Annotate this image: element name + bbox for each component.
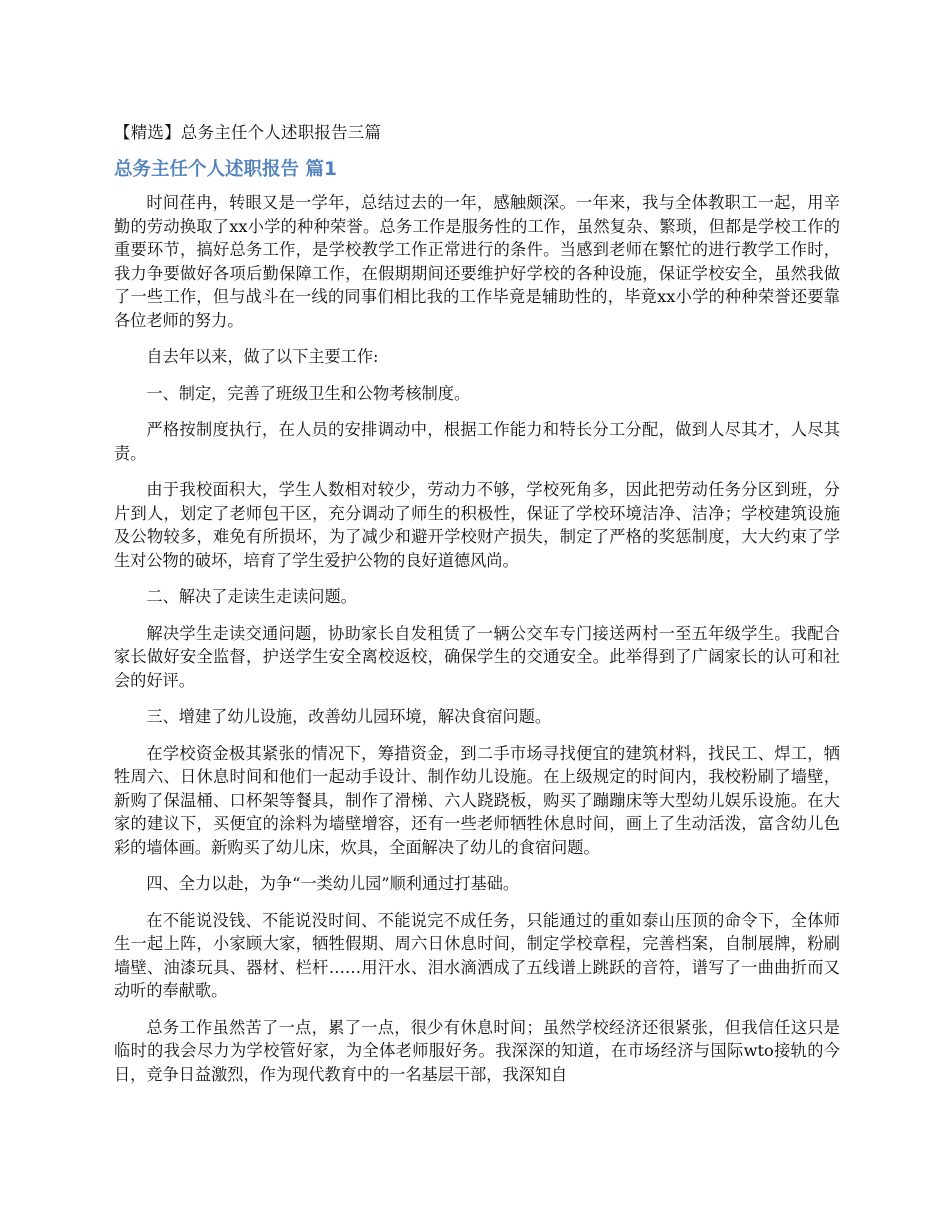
paragraph-point-1: 一、制定，完善了班级卫生和公物考核制度。 <box>146 383 471 403</box>
paragraph-body: 由于我校面积大，学生人数相对较少，劳动力不够，学校死角多，因此把劳动任务分区到班，分片到人，划定了老师包干区，充分调动了师生的积极性，保证了学校环境洁净、洁净；学校建筑设施及公物较多，难免有所损坏，为了减少和避开学校财产损失，制定了严格的奖惩制度，大大约束了学生对公物的破坏，培育了学生爱护公物的良好道德风尚。 <box>114 480 840 570</box>
document-page <box>114 120 840 1099</box>
paragraph-body: 总务工作虽然苦了一点，累了一点，很少有休息时间；虽然学校经济还很紧张，但我信任这只是临时的我会尽力为学校管好家，为全体老师服好务。我深深的知道，在市场经济与国际wto接轨的今日，竞争日益激烈，作为现代教育中的一名基层干部，我深知自 <box>114 1017 840 1084</box>
paragraph-body: 在学校资金极其紧张的情况下，筹措资金，到二手市场寻找便宜的建筑材料，找民工、焊工，牺牲周六、日休息时间和他们一起动手设计、制作幼儿设施。在上级规定的时间内，我校粉刷了墙壁，新购了保温桶、口杯架等餐具，制作了滑梯、六人跷跷板，购买了蹦蹦床等大型幼儿娱乐设施。在大家的建议下，买便宜的涂料为墙壁增容，还有一些老师牺牲休息时间，画上了生动活泼，富含幼儿色彩的墙体画。新购买了幼儿床，炊具，全面解决了幼儿的食宿问题。 <box>114 743 840 857</box>
paragraph-body: 解决学生走读交通问题，协助家长自发租赁了一辆公交车专门接送两村一至五年级学生。我配合家长做好安全监督，护送学生安全离校返校，确保学生的交通安全。此举得到了广阔家长的认可和社会的好评。 <box>114 623 840 690</box>
paragraph-intro: 时间荏冉，转眼又是一学年，总结过去的一年，感触颇深。一年来，我与全体教职工一起，用辛勤的劳动换取了xx小学的种种荣誉。总务工作是服务性的工作，虽然复杂、繁琐，但都是学校工作的重要环节，搞好总务工作，是学校教学工作正常进行的条件。当感到老师在繁忙的进行教学工作时，我力争要做好各项后勤保障工作，在假期期间还要维护好学校的各种设施，保证学校安全，虽然我做了一些工作，但与战斗在一线的同事们相比我的工作毕竟是辅助性的，毕竟xx小学的种种荣誉还要靠各位老师的努力。 <box>114 193 840 330</box>
paragraph-point-3: 三、增建了幼儿设施，改善幼儿园环境，解决食宿问题。 <box>146 707 552 726</box>
section-heading: 总务主任个人述职报告 篇1 <box>114 159 337 180</box>
paragraph-point-4: 四、全力以赴，为争“一类幼儿园”顺利通过打基础。 <box>146 874 520 893</box>
paragraph-work-summary: 自去年以来，做了以下主要工作: <box>146 347 379 366</box>
document-title: 【精选】总务主任个人述职报告三篇 <box>114 123 382 142</box>
paragraph-body: 严格按制度执行，在人员的安排调动中，根据工作能力和特长分工分配，做到人尽其才，人尽其责。 <box>114 420 840 463</box>
paragraph-point-2: 二、解决了走读生走读问题。 <box>146 587 357 606</box>
paragraph-body: 在不能说没钱、不能说没时间、不能说完不成任务，只能通过的重如泰山压顶的命令下，全体师生一起上阵，小家顾大家，牺牲假期、周六日休息时间，制定学校章程，完善档案，自制展牌，粉刷墙壁、油漆玩具、器材、栏杆……用汗水、泪水滴洒成了五线谱上跳跃的音符，谱写了一曲曲折而又动听的奉献歌。 <box>114 910 840 1000</box>
